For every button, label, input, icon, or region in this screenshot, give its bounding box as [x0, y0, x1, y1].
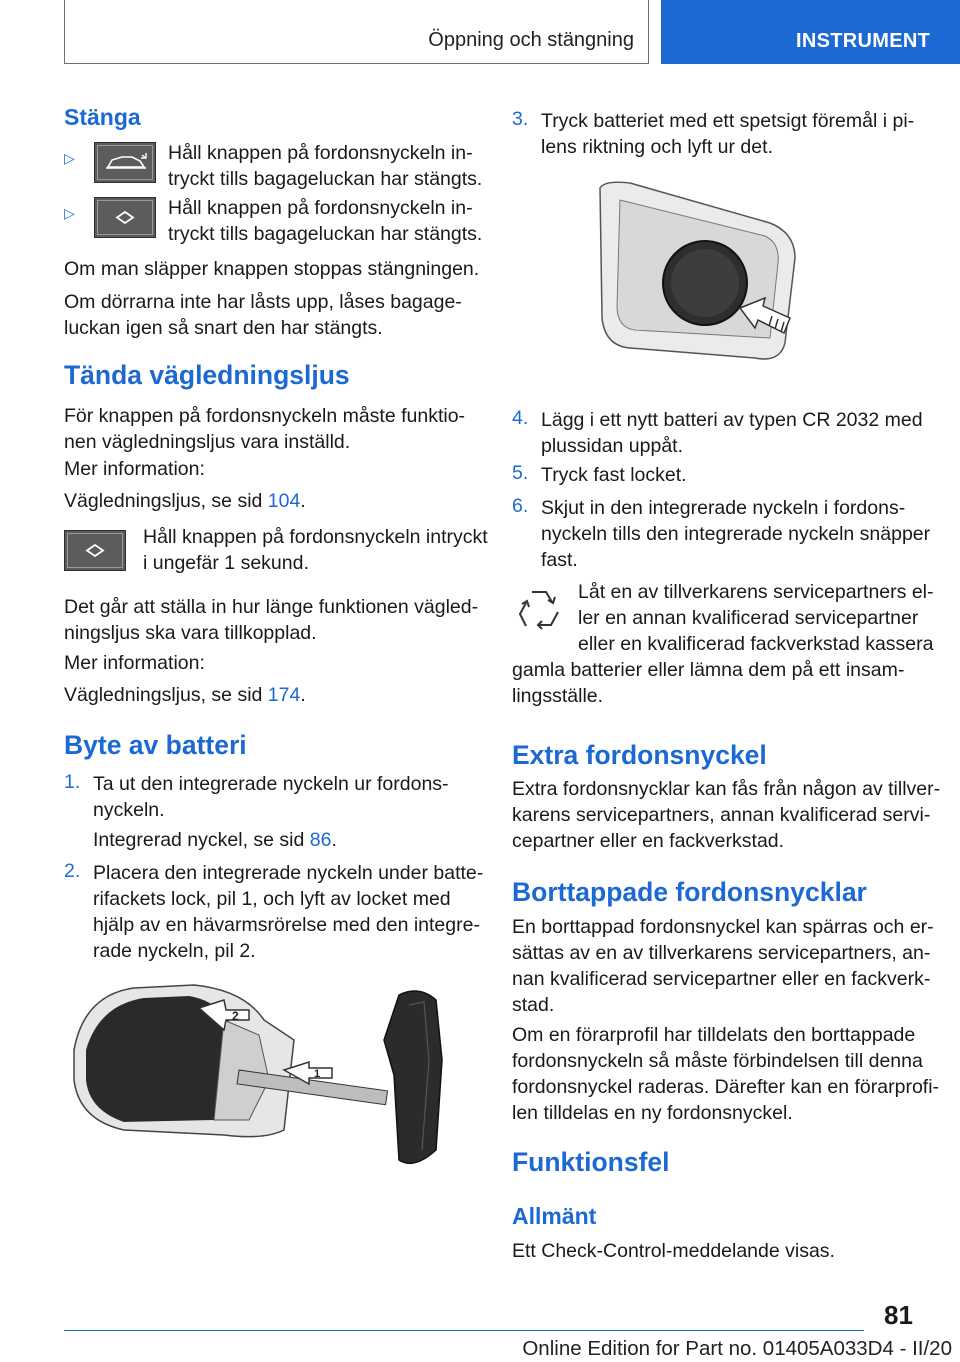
borttappade-text-1: En borttappad fordonsnyckel kan spärras och er- sättas av en av tillverkarens servicepartners, an- nan kvalificerad servicepartner eller en fackverk- stad.	[512, 916, 934, 1016]
more-info-label: Mer information:	[64, 652, 205, 674]
stanga-para-1: Om man släpper knappen stoppas stängningen.	[64, 258, 480, 280]
chapter-tab-label: INSTRUMENT	[796, 30, 931, 52]
recycle-tail: gamla batterier eller lämna dem på ett insam- lingsställe.	[512, 659, 905, 707]
bmw-button-image	[64, 530, 126, 571]
step-text: Skjut in den integrerade nyckeln i fordons- nyckeln tills den integrerade nyckeln snäpper fast.	[541, 497, 931, 571]
bmw-logo-icon	[64, 530, 126, 571]
stanga-para-2: Om dörrarna inte har låsts upp, låses bagage- luckan igen så snart den har stängts.	[64, 291, 462, 339]
tanda-para-1: För knappen på fordonsnyckeln måste funktio- nen vägledningsljus vara inställd.	[64, 405, 466, 453]
page-number: 81	[884, 1300, 913, 1330]
step-number: 1.	[64, 771, 81, 793]
tanda-ref-1: Vägledningsljus, se sid 104.	[64, 490, 306, 512]
funktionsfel-text: Ett Check-Control-meddelande visas.	[512, 1240, 835, 1262]
tanda-button-text: Håll knappen på fordonsnyckeln intryckt i ungefär 1 sekund.	[143, 526, 488, 574]
step-text: Placera den integrerade nyckeln under batte- rifackets lock, pil 1, och lyft av locket med hjälp av en hävarmsrörelse med den integre- rade nyckeln, pil 2.	[93, 862, 484, 962]
tailgate-close-button-image	[94, 142, 156, 183]
step-number: 3.	[512, 108, 529, 130]
chapter-tab[interactable]	[661, 0, 960, 64]
stanga-item-2: Håll knappen på fordonsnyckeln in- tryckt tills bagageluckan har stängts.	[168, 197, 483, 245]
tanda-para-2: Det går att ställa in hur länge funktionen vägled- ningsljus ska vara tillkopplad.	[64, 596, 479, 644]
stanga-item-1: Håll knappen på fordonsnyckeln in- tryckt tills bagageluckan har stängts.	[168, 142, 483, 190]
heading-stanga: Stänga	[64, 104, 141, 130]
ref-text: Vägledningsljus, se sid	[64, 490, 268, 512]
page-link-174[interactable]: 174	[267, 684, 301, 706]
step-text: Tryck fast locket.	[541, 464, 687, 486]
header-section-box	[64, 0, 649, 64]
step-text: Tryck batteriet med ett spetsigt föremål i pi- lens riktning och lyft ur det.	[541, 110, 915, 158]
tanda-ref-2: Vägledningsljus, se sid 174.	[64, 684, 306, 706]
step-number: 2.	[64, 860, 81, 882]
step-number: 5.	[512, 462, 529, 484]
page-link-104[interactable]: 104	[267, 490, 301, 512]
heading-extra: Extra fordonsnyckel	[512, 740, 767, 770]
svg-text:2: 2	[232, 1009, 239, 1023]
heading-tanda: Tända vägledningsljus	[64, 360, 350, 390]
svg-text:1: 1	[314, 1068, 321, 1080]
list-bullet: ▷	[64, 150, 75, 166]
bmw-logo-icon	[94, 197, 156, 238]
integrated-key-illustration	[64, 980, 464, 1180]
step-text: Ta ut den integrerade nyckeln ur fordons- nyckeln.	[93, 773, 449, 821]
page-header	[0, 0, 960, 66]
battery-cover-illustration	[590, 178, 810, 368]
ref-text: Integrerad nyckel, se sid	[93, 829, 310, 851]
extra-text: Extra fordonsnycklar kan fås från någon av tillver- karens servicepartners, annan kvalificerad servi- cepartner eller en fackverkstad.	[512, 778, 941, 852]
recycle-line-2: ler en annan kvalificerad servicepartner	[578, 607, 919, 629]
step-sub-ref: Integrerad nyckel, se sid 86.	[93, 829, 337, 851]
footer-edition: Online Edition for Part no. 01405A033D4 - II/20	[522, 1337, 952, 1360]
step-text: Lägg i ett nytt batteri av typen CR 2032 med plussidan uppåt.	[541, 409, 923, 457]
page-link-86[interactable]: 86	[309, 829, 332, 851]
list-bullet: ▷	[64, 205, 75, 221]
bmw-button-image	[94, 197, 156, 238]
tailgate-close-icon	[94, 142, 156, 183]
borttappade-text-2: Om en förarprofil har tilldelats den borttappade fordonsnyckeln så måste förbindelsen till denna fordonsnyckel raderas. Därefter kan en förarprofi- len tilldelas en ny fordonsnyckel.	[512, 1024, 940, 1124]
recycle-line-3: eller en kvalificerad fackverkstad kassera	[578, 633, 934, 655]
heading-byte: Byte av batteri	[64, 730, 247, 760]
section-title: Öppning och stängning	[428, 29, 634, 51]
step-number: 6.	[512, 495, 529, 517]
recycle-line-1: Låt en av tillverkarens servicepartners el-	[578, 581, 934, 603]
ref-text: Vägledningsljus, se sid	[64, 684, 268, 706]
heading-funktionsfel: Funktionsfel	[512, 1147, 670, 1177]
heading-borttappade: Borttappade fordonsnycklar	[512, 877, 867, 907]
footer-divider	[64, 1330, 864, 1331]
recycle-icon	[512, 584, 566, 638]
more-info-label: Mer information:	[64, 458, 205, 480]
heading-allmant: Allmänt	[512, 1203, 597, 1229]
step-number: 4.	[512, 407, 529, 429]
